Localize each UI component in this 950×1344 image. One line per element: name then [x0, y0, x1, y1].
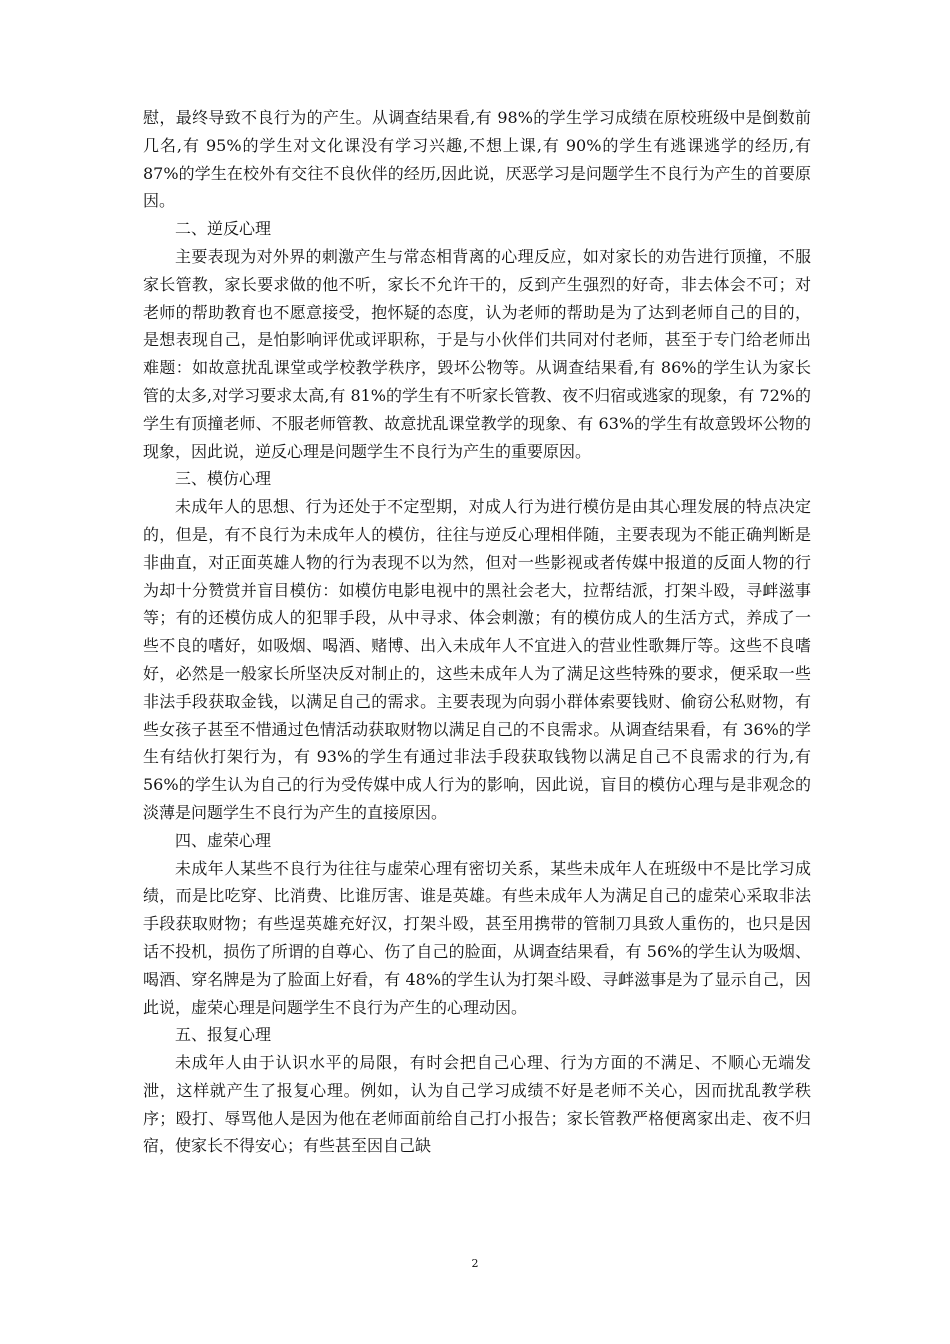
- section-heading-vanity-psychology: 四、虚荣心理: [175, 830, 272, 850]
- page-number: 2: [471, 1257, 479, 1270]
- paragraph-rebellious-psychology: 主要表现为对外界的刺激产生与常态相背离的心理反应，如对家长的劝告进行顶撞，不服家长管教，家长要求做的他不听，家长不允许干的，反到产生强烈的好奇，非去体会不可；对老师的帮助教育也不愿意接受，抱怀疑的态度，认为老师的帮助是为了达到老师自己的目的，是想表现自己，是怕影响评优或评职称，于是与小伙伴们共同对付老师，甚至于专门给老师出难题：如故意扰乱课堂或学校教学秩序，毁坏公物等。从调查结果看,有 86%的学生认为家长管的太多,对学习要求太高,有 81%的学生有不听家长管教、夜不归宿或逃家的现象，有 72%的学生有顶撞老师、不服老师管教、故意扰乱课堂教学的现象、有 63%的学生有故意毁坏公物的现象，因此说，逆反心理是问题学生不良行为产生的重要原因。: [143, 246, 811, 461]
- section-heading-revenge-psychology: 五、报复心理: [175, 1025, 272, 1045]
- document-body: [143, 104, 811, 1160]
- paragraph-continuation: 慰，最终导致不良行为的产生。从调查结果看,有 98%的学生学习成绩在原校班级中是倒数前几名,有 95%的学生对文化课没有学习兴趣,不想上课,有 90%的学生有逃课逃学的经历,有 87%的学生在校外有交往不良伙伴的经历,因此说，厌恶学习是问题学生不良行为产生的首要原因。: [143, 108, 811, 211]
- paragraph-revenge-psychology: 未成年人由于认识水平的局限，有时会把自己心理、行为方面的不满足、不顺心无端发泄，这样就产生了报复心理。例如，认为自己学习成绩不好是老师不关心，因而扰乱教学秩序；殴打、辱骂他人是因为他在老师面前给自己打小报告；家长管教严格便离家出走、夜不归宿，使家长不得安心；有些甚至因自己缺: [143, 1053, 811, 1156]
- paragraph-vanity-psychology: 未成年人某些不良行为往往与虚荣心理有密切关系，某些未成年人在班级中不是比学习成绩，而是比吃穿、比消费、比谁厉害、谁是英雄。有些未成年人为满足自己的虚荣心采取非法手段获取财物；有些逞英雄充好汉，打架斗殴，甚至用携带的管制刀具致人重伤的，也只是因话不投机，损伤了所谓的自尊心、伤了自己的脸面，从调查结果看，有 56%的学生认为吸烟、喝酒、穿名牌是为了脸面上好看，有 48%的学生认为打架斗殴、寻衅滋事是为了显示自己，因此说，虚荣心理是问题学生不良行为产生的心理动因。: [143, 858, 811, 1017]
- paragraph-imitation-psychology: 未成年人的思想、行为还处于不定型期，对成人行为进行模仿是由其心理发展的特点决定的，但是，有不良行为未成年人的模仿，往往与逆反心理相伴随，主要表现为不能正确判断是非曲直，对正面英雄人物的行为表现不以为然，但对一些影视或者传媒中报道的反面人物的行为却十分赞赏并盲目模仿：如模仿电影电视中的黑社会老大，拉帮结派，打架斗殴，寻衅滋事等；有的还模仿成人的犯罪手段，从中寻求、体会刺激；有的模仿成人的生活方式，养成了一些不良的嗜好，如吸烟、喝酒、赌博、出入未成年人不宜进入的营业性歌舞厅等。这些不良嗜好，必然是一般家长所坚决反对制止的，这些未成年人为了满足这些特殊的要求，便采取一些非法手段获取金钱，以满足自己的需求。主要表现为向弱小群体索要钱财、偷窃公私财物，有些女孩子甚至不惜通过色情活动获取财物以满足自己的不良需求。从调查结果看，有 36%的学生有结伙打架行为，有 93%的学生有通过非法手段获取钱物以满足自己不良需求的行为,有 56%的学生认为自己的行为受传媒中成人行为的影响，因此说，盲目的模仿心理与是非观念的淡薄是问题学生不良行为产生的直接原因。: [143, 497, 811, 822]
- section-heading-imitation-psychology: 三、模仿心理: [175, 469, 272, 489]
- section-heading-rebellious-psychology: 二、逆反心理: [175, 219, 272, 239]
